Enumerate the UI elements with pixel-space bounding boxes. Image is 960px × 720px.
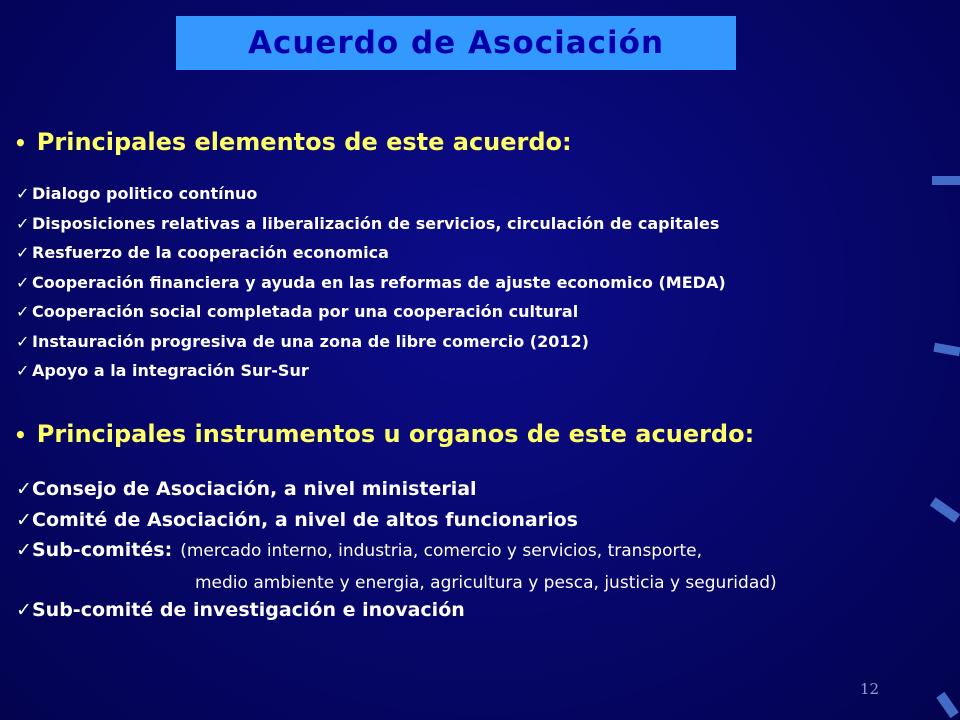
list-item-text: Consejo de Asociación, a nivel ministerial [32, 478, 477, 500]
list-item [16, 361, 726, 391]
decorative-bar [933, 343, 960, 356]
list-item-text: Disposiciones relativas a liberalización de servicios, circulación de capitales [32, 213, 720, 233]
decorative-bar [930, 497, 960, 522]
list-item-text: Comité de Asociación, a nivel de altos funcionarios [32, 508, 578, 531]
list-item-text: Instauración progresiva de una zona de libre comercio (2012) [32, 331, 589, 351]
subcomites-detail-continuation: medio ambiente y energia, agricultura y pesca, justicia y seguridad) [195, 573, 777, 593]
decorative-bar [936, 692, 959, 718]
checkmark-icon: ✓ [16, 302, 30, 321]
bullet-icon: • [14, 131, 27, 155]
list-item-text: Sub-comité de investigación e inovación [32, 599, 465, 621]
list-item-text: Cooperación financiera y ayuda en las reformas de ajuste economico (MEDA) [32, 272, 726, 292]
list-item [16, 599, 702, 630]
list-item-text: Dialogo politico contínuo [32, 184, 258, 203]
list-item [16, 478, 702, 509]
section-heading-elements [14, 128, 572, 156]
list-item [16, 184, 726, 214]
list-item [16, 243, 726, 273]
checkmark-icon: ✓ [16, 361, 30, 380]
checkmark-icon: ✓ [16, 508, 32, 531]
checkmark-icon: ✓ [16, 599, 32, 621]
list-item-text: Resfuerzo de la cooperación economica [32, 243, 389, 262]
title-box [176, 16, 736, 70]
subcomites-label: Sub-comités: [32, 539, 173, 561]
list-item [16, 332, 726, 362]
section-heading-text: Principales elementos de este acuerdo: [36, 128, 572, 156]
list-item [16, 273, 726, 303]
section-heading-text: Principales instrumentos u organos de este acuerdo: [36, 420, 755, 448]
list-item-subcomites [16, 539, 702, 569]
list-item-text: Cooperación social completada por una cooperación cultural [32, 302, 579, 321]
list-item-text: Apoyo a la integración Sur-Sur [32, 361, 309, 380]
decorative-bar [932, 176, 960, 185]
subcomites-detail: (mercado interno, industria, comercio y servicios, transporte, [180, 541, 703, 561]
elements-list [16, 184, 726, 391]
slide-title: Acuerdo de Asociación [247, 25, 665, 61]
page-number: 12 [860, 680, 880, 698]
bullet-icon: • [14, 423, 27, 447]
checkmark-icon: ✓ [16, 478, 32, 500]
list-item [16, 302, 726, 332]
checkmark-icon: ✓ [16, 243, 30, 262]
checkmark-icon: ✓ [16, 184, 30, 203]
list-item [16, 214, 726, 244]
checkmark-icon: ✓ [16, 272, 30, 292]
instruments-list [16, 478, 702, 630]
checkmark-icon: ✓ [16, 331, 30, 351]
checkmark-icon: ✓ [16, 213, 30, 233]
checkmark-icon: ✓ [16, 539, 32, 561]
section-heading-instruments [14, 420, 754, 448]
list-item [16, 509, 702, 540]
